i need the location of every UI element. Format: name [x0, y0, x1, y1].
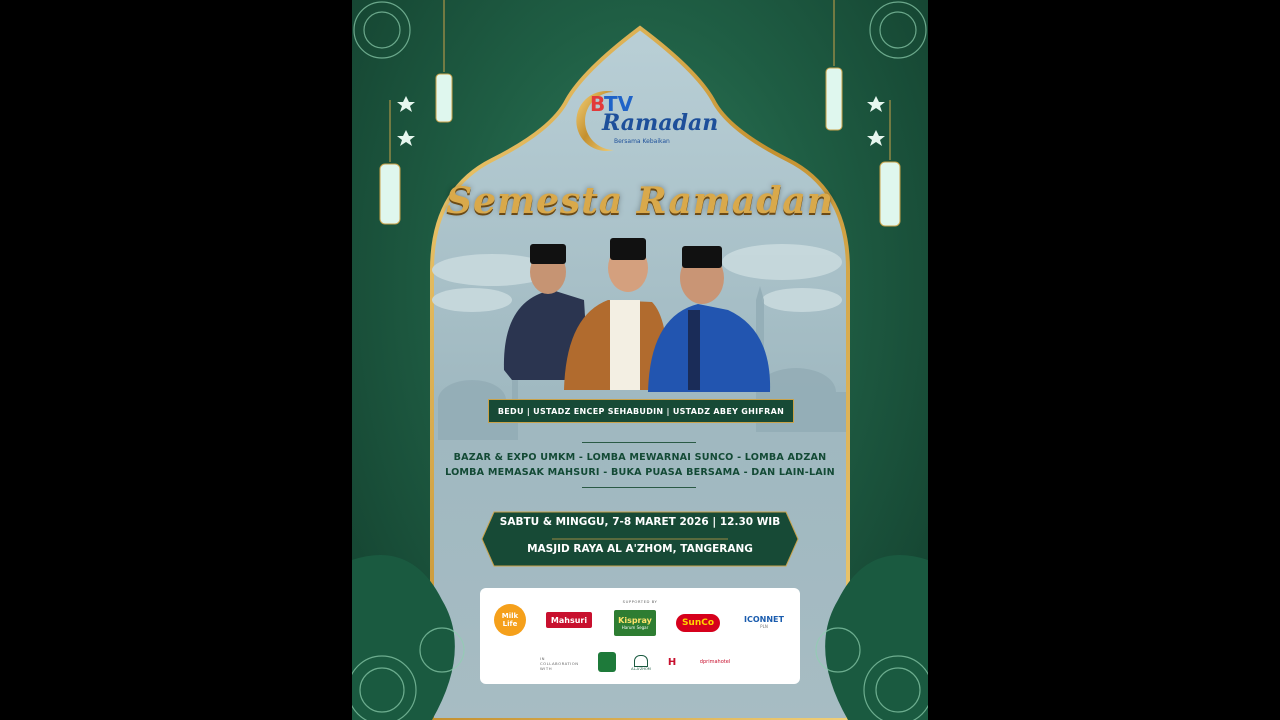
events-line-1: BAZAR & EXPO UMKM - LOMBA MEWARNAI SUNCO - LOMBA ADZAN: [453, 452, 827, 463]
schedule-date-time: SABTU & MINGGU, 7-8 MARET 2026 | 12.30 WIB: [499, 516, 781, 528]
logo-tagline: Bersama Kebaikan: [614, 138, 670, 145]
logo-b: B: [590, 92, 606, 116]
schedule-venue: MASJID RAYA AL A'ZHOM, TANGERANG: [527, 543, 753, 555]
hosts-banner: [488, 399, 794, 423]
logo-ramadan: Ramadan: [602, 110, 719, 136]
event-poster: [352, 0, 928, 720]
sunco-logo: SunCo: [676, 614, 720, 632]
collab-label: IN COLLABORATION WITH: [540, 656, 579, 671]
kispray-logo: Kispray Harum Segar: [614, 610, 656, 636]
dprima-hotel-logo: dprimahotel: [699, 659, 731, 665]
btv-ramadan-logo: [580, 92, 719, 152]
hosts-names: BEDU | USTADZ ENCEP SEHABUDIN | USTADZ ABEY GHIFRAN: [497, 406, 785, 416]
divider-top: [582, 442, 696, 443]
logo-tv: TV: [604, 92, 634, 116]
schedule-banner: [484, 512, 796, 566]
events-line-2: LOMBA MEMASAK MAHSURI - BUKA PUASA BERSAMA - DAN LAIN-LAIN: [445, 467, 835, 478]
al-azhom-logo: AL-A'ZHOM: [630, 652, 652, 674]
mahsuri-logo: Mahsuri: [546, 612, 592, 628]
tangerang-crest-logo: [598, 652, 616, 672]
divider-bottom: [582, 487, 696, 488]
milk-life-logo: Milk Life: [494, 604, 526, 636]
supported-label: SUPPORTED BY: [622, 599, 658, 604]
partner-red-logo: H: [667, 656, 677, 668]
sponsor-panel: [480, 588, 800, 684]
iconnet-logo: ICONNET PLN: [744, 615, 784, 629]
event-title: Semesta Ramadan: [446, 180, 834, 222]
